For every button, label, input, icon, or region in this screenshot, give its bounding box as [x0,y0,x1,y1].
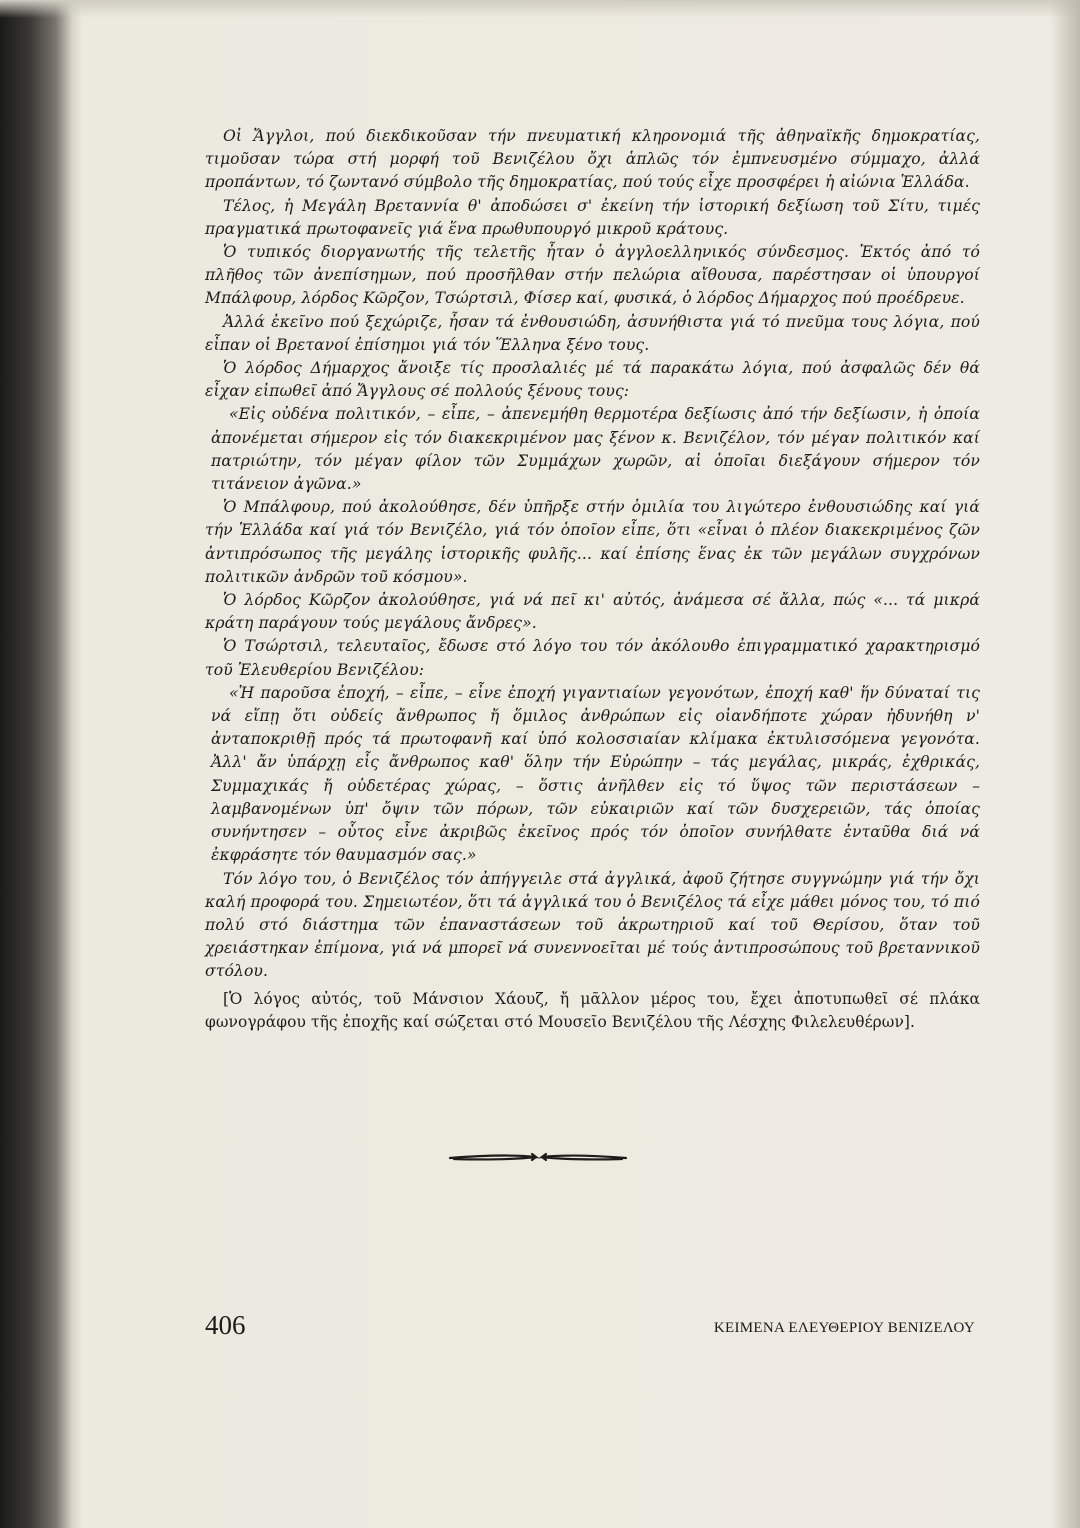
quotation-paragraph: «Εἰς οὐδένα πολιτικόν, – εἶπε, – ἀπενεμήθη θερμοτέρα δεξίωσις ἀπό τήν δεξίωσιν, ἡ ὁποία ἀπονέμεται σήμερον εἰς τόν διακεκριμένον μας ξένον κ. Βενιζέλον, τόν μέγαν πολιτικόν καί πατριώτην, τόν μέγαν φίλον τῶν Συμμάχων χωρῶν, αἱ ὁποῖαι διεξάγουν σήμερον τόν τιτάνειον ἀγῶνα.» [211,405,980,494]
paragraph: Ὁ λόρδος Κῶρζον ἀκολούθησε, γιά νά πεῖ κι' αὐτός, ἀνάμεσα σέ ἄλλα, πώς «... τά μικρά κράτη παράγουν τούς μεγάλους ἄνδρες». [205,591,980,633]
paragraph: Ἀλλά ἐκεῖνο πού ξεχώριζε, ἦσαν τά ἐνθουσιώδη, ἀσυνήθιστα γιά τό πνεῦμα τους λόγια, πού εἶπαν οἱ Βρετανοί ἐπίσημοι γιά τόν Ἕλληνα ξένο τους. [205,312,980,354]
paragraph: Τόν λόγο του, ὁ Βενιζέλος τόν ἀπήγγειλε στά ἀγγλικά, ἀφοῦ ζήτησε συγγνώμην γιά τήν ὄχι καλή προφορά του. Σημειωτέον, ὅτι τά ἀγγλικά του ὁ Βενιζέλος τά εἶχε μάθει μόνος του, τό πιό πολύ στό διάστημα τῶν ἐπαναστάσεων τοῦ ἀκρωτηριοῦ καί τοῦ Θερίσου, ὅταν τοῦ χρειάστηκαν ἐπίμονα, γιά νά μπορεῖ νά συνεννοεῖται μέ τούς ἀντιπροσώπους τοῦ βρεταννικοῦ στόλου. [205,869,980,981]
editorial-note: [Ὁ λόγος αὐτός, τοῦ Μάνσιον Χάουζ, ἤ μᾶλλον μέρος του, ἔχει ἀποτυπωθεῖ σέ πλάκα φωνογράφου τῆς ἐποχῆς καί σώζεται στό Μουσεῖο Βενιζέλου τῆς Λέσχης Φιλελευθέρων]. [205,989,980,1031]
paragraph: Ὁ Τσώρτσιλ, τελευταῖος, ἔδωσε στό λόγο του τόν ἀκόλουθο ἐπιγραμματικό χαρακτηρισμό τοῦ Ἐλευθερίου Βενιζέλου: [205,637,980,679]
paragraph: Τέλος, ἡ Μεγάλη Βρεταννία θ' ἀποδώσει σ' ἐκείνη τήν ἱστορική δεξίωση τοῦ Σίτυ, τιμές πραγματικά πρωτοφανεῖς γιά ἕνα πρωθυπουργό μικροῦ κράτους. [205,196,980,238]
quotation-paragraph: «Ἡ παροῦσα ἐποχή, – εἶπε, – εἶνε ἐποχή γιγαντιαίων γεγονότων, ἐποχή καθ' ἥν δύναταί τις νά εἴπῃ ὅτι οὐδείς ἄνθρωπος ἤ ὅμιλος ἀνθρώπων εἰς οἱανδήποτε χώραν ἠδυνήθη ν' ἀνταποκριθῇ πρός τά πρωτοφανῆ καί ὑπό κολοσσιαίαν κλίμακα ἐκτυλισσόμενα γεγονότα. Ἀλλ' ἄν ὑπάρχῃ εἷς ἄνθρωπος καθ' ὅλην τήν Εὐρώπην – τάς μεγάλας, μικράς, ἐχθρικάς, Συμμαχικάς ἤ οὐδετέρας χώρας, – ὅστις ἀνῆλθεν εἰς τό ὕψος τῶν περιστάσεων – λαμβανομένων ὑπ' ὄψιν τῶν πόρων, τῶν εὐκαιριῶν καί τῶν δυσχερειῶν, τάς ὁποίας συνήντησεν – οὗτος εἶνε ἀκριβῶς ἐκεῖνος πρός τόν ὁποῖον συνήλθατε ἐνταῦθα διά νά ἐκφράσητε τόν θαυμασμόν σας.» [211,683,980,865]
running-title: ΚΕΙΜΕΝΑ ΕΛΕΥΘΕΡΙΟΥ ΒΕΝΙΖΕΛΟΥ [713,1320,975,1336]
text-block [205,125,980,1034]
page-footer [205,1310,975,1340]
right-edge-shadow [1050,0,1080,1528]
body-text [205,125,980,1034]
paragraph: Ὁ λόρδος Δήμαρχος ἄνοιξε τίς προσλαλιές μέ τά παρακάτω λόγια, πού ἀσφαλῶς δέν θά εἶχαν εἰπωθεῖ ἀπό Ἄγγλους σέ πολλούς ξένους τους: [205,359,980,401]
paragraph: Ὁ τυπικός διοργανωτής τῆς τελετῆς ἦταν ὁ ἀγγλοελληνικός σύνδεσμος. Ἐκτός ἀπό τό πλῆθος τῶν ἀνεπίσημων, πού προσῆλθαν στήν πελώρια αἴθουσα, παρέστησαν οἱ ὑπουργοί Μπάλφουρ, λόρδος Κῶρζον, Τσώρτσιλ, Φίσερ καί, φυσικά, ὁ λόρδος Δήμαρχος πού προέδρευε. [205,243,980,308]
paragraph: Οἱ Ἄγγλοι, πού διεκδικοῦσαν τήν πνευματική κληρονομιά τῆς ἀθηναϊκῆς δημοκρατίας, τιμοῦσαν τώρα στή μορφή τοῦ Βενιζέλου ὄχι ἁπλῶς τόν ἐμπνευσμένο σύμμαχο, ἀλλά προπάντων, τό ζωντανό σύμβολο τῆς δημοκρατίας, πού τούς εἶχε προσφέρει ἡ αἰώνια Ἑλλάδα. [205,127,980,192]
page-number: 406 [205,1310,246,1340]
paragraph: Ὁ Μπάλφουρ, πού ἀκολούθησε, δέν ὑπῆρξε στήν ὁμιλία του λιγώτερο ἐνθουσιώδης καί γιά τήν Ἑλλάδα καί γιά τόν Βενιζέλο, γιά τόν ὁποῖον εἶπε, ὅτι «εἶναι ὁ πλέον διακεκριμένος ζῶν ἀντιπρόσωπος τῆς μεγάλης ἱστορικῆς φυλῆς... καί ἐπίσης ἕνας ἐκ τῶν μεγάλων συγχρόνων πολιτικῶν ἀνδρῶν τοῦ κόσμου». [205,498,980,586]
top-shadow [0,0,1080,18]
ornament-divider-icon [448,1148,628,1168]
